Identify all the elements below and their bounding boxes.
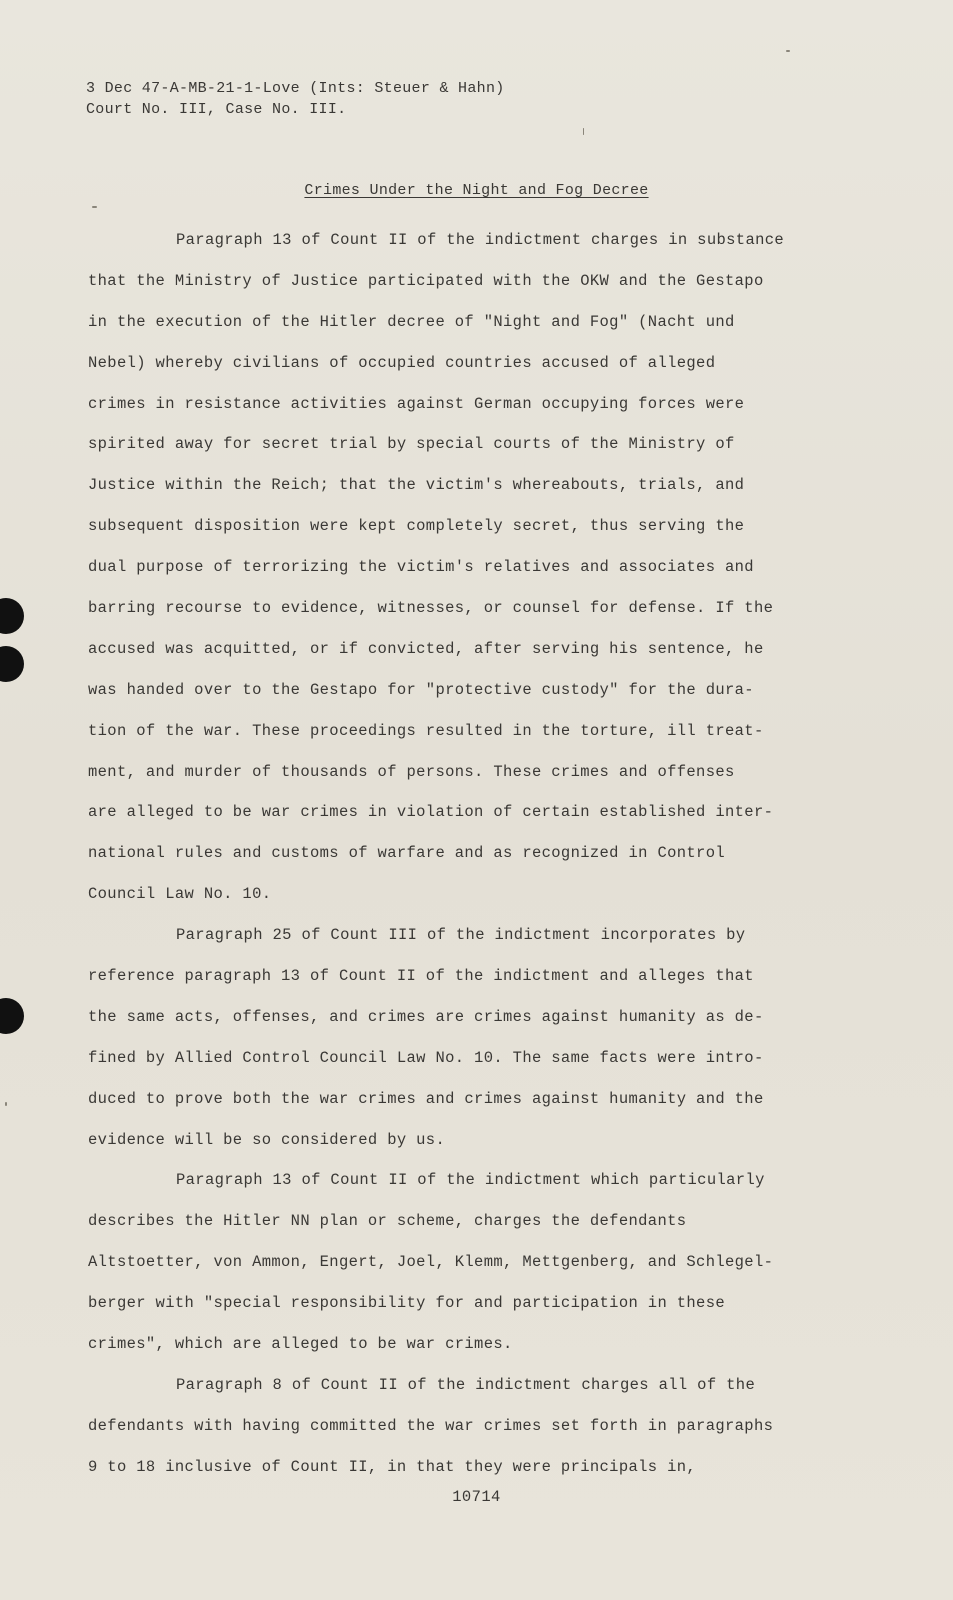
text-line: barring recourse to evidence, witnesses, or counsel for defense. If the bbox=[88, 599, 774, 618]
section-title bbox=[0, 182, 953, 199]
text-line: fined by Allied Control Council Law No. 10. The same facts were intro- bbox=[88, 1048, 764, 1067]
text-line: Paragraph 8 of Count II of the indictment charges all of the bbox=[176, 1375, 756, 1394]
text-line: reference paragraph 13 of Count II of the indictment and alleges that bbox=[88, 967, 754, 986]
paper-speck bbox=[583, 128, 584, 135]
text-line: evidence will be so considered by us. bbox=[88, 1130, 446, 1149]
paper-speck bbox=[5, 1102, 7, 1106]
text-line: Justice within the Reich; that the victim's whereabouts, trials, and bbox=[88, 476, 745, 495]
text-line: in the execution of the Hitler decree of "Night and Fog" (Nacht und bbox=[88, 312, 735, 331]
text-line: duced to prove both the war crimes and crimes against humanity and the bbox=[88, 1089, 764, 1108]
text-line: berger with "special responsibility for and participation in these bbox=[88, 1294, 725, 1313]
section-title-text: Crimes Under the Night and Fog Decree bbox=[304, 182, 649, 199]
punch-hole bbox=[0, 646, 24, 682]
paper-speck bbox=[92, 206, 97, 208]
text-line: are alleged to be war crimes in violation of certain established inter- bbox=[88, 803, 774, 822]
page-number: 10714 bbox=[452, 1488, 501, 1506]
text-line: describes the Hitler NN plan or scheme, charges the defendants bbox=[88, 1212, 687, 1231]
text-line: ment, and murder of thousands of persons. These crimes and offenses bbox=[88, 762, 735, 781]
text-line: was handed over to the Gestapo for "protective custody" for the dura- bbox=[88, 680, 754, 699]
text-line: Nebel) whereby civilians of occupied countries accused of alleged bbox=[88, 353, 716, 372]
punch-hole bbox=[0, 598, 24, 634]
header-court: Court No. III, Case No. III. bbox=[86, 101, 347, 118]
text-line: crimes", which are alleged to be war crimes. bbox=[88, 1335, 513, 1354]
text-line: spirited away for secret trial by special courts of the Ministry of bbox=[88, 435, 735, 454]
text-line: crimes in resistance activities against German occupying forces were bbox=[88, 394, 745, 413]
text-line: defendants with having committed the war crimes set forth in paragraphs bbox=[88, 1416, 774, 1435]
header-reference: 3 Dec 47-A-MB-21-1-Love (Ints: Steuer & Hahn) bbox=[86, 80, 505, 97]
text-line: subsequent disposition were kept completely secret, thus serving the bbox=[88, 517, 745, 536]
text-line: tion of the war. These proceedings resulted in the torture, ill treat- bbox=[88, 721, 764, 740]
text-line: the same acts, offenses, and crimes are crimes against humanity as de- bbox=[88, 1007, 764, 1026]
punch-hole bbox=[0, 998, 24, 1034]
text-line: Paragraph 13 of Count II of the indictment charges in substance bbox=[176, 231, 785, 249]
body-text bbox=[88, 220, 828, 1488]
text-line: Council Law No. 10. bbox=[88, 885, 272, 904]
text-line: national rules and customs of warfare and as recognized in Control bbox=[88, 844, 725, 863]
text-line: Paragraph 13 of Count II of the indictment which particularly bbox=[176, 1171, 765, 1190]
text-line: 9 to 18 inclusive of Count II, in that they were principals in, bbox=[88, 1457, 697, 1476]
text-line: dual purpose of terrorizing the victim's relatives and associates and bbox=[88, 558, 754, 577]
text-line: that the Ministry of Justice participated with the OKW and the Gestapo bbox=[88, 271, 764, 290]
text-line: Paragraph 25 of Count III of the indictment incorporates by bbox=[176, 926, 746, 945]
document-header bbox=[86, 78, 505, 120]
text-line: Altstoetter, von Ammon, Engert, Joel, Klemm, Mettgenberg, and Schlegel- bbox=[88, 1253, 774, 1272]
paper-speck bbox=[786, 50, 790, 52]
text-line: accused was acquitted, or if convicted, after serving his sentence, he bbox=[88, 639, 764, 658]
